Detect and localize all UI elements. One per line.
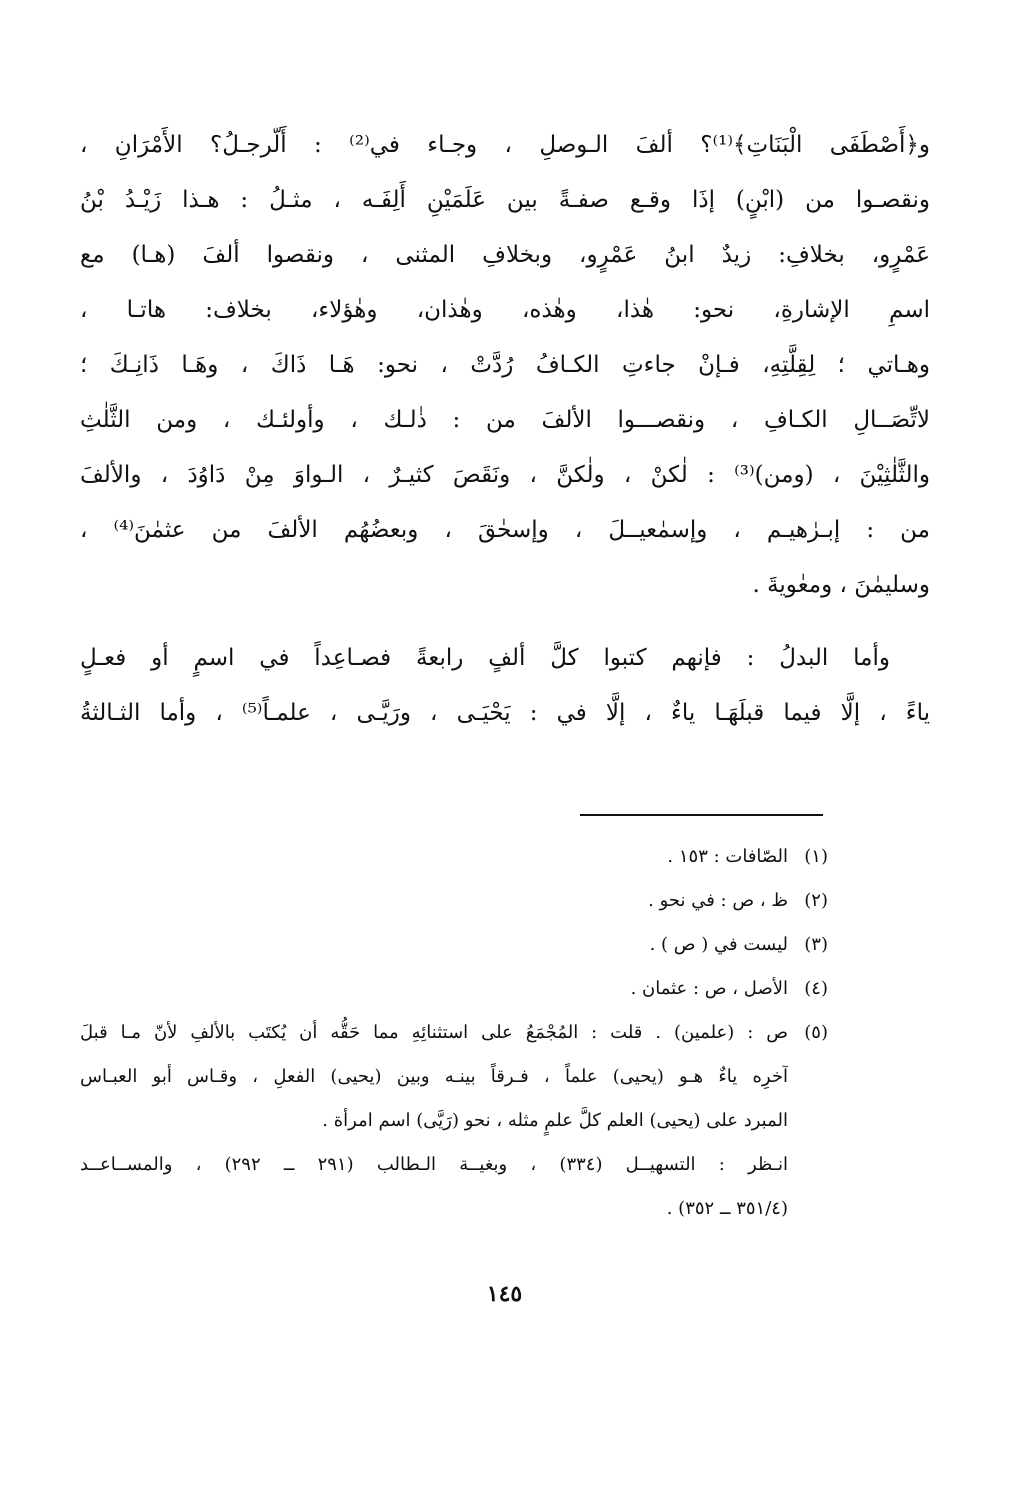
paragraph-gap	[80, 613, 930, 631]
footnote	[80, 835, 828, 879]
footnote-number: (٥)	[804, 1022, 828, 1043]
footnote	[80, 879, 828, 923]
footnote-text: ص : (علمين) . قلت : المُجْمَعُ على استثنائِهِ مما حَقُّه أن يُكتَب بالألفِ لأنّ مـا قبلَ	[80, 1022, 788, 1043]
footnote-text: الصّافات : ١٥٣ .	[667, 846, 788, 867]
footnote-number: (٢)	[804, 890, 828, 911]
main-text	[80, 118, 930, 741]
footnote-text: انـظر : التسهيــل (٣٣٤) ، وبغيــة الـطالب (٢٩١ ــ ٢٩٢) ، والمســاعــد	[80, 1154, 788, 1175]
footnote-number: (٤)	[804, 978, 828, 999]
footnote-text: المبرد على (يحيى) العلم كلَّ علمٍ مثله ، نحو (رَيَّى) اسم امرأة .	[322, 1110, 788, 1131]
footnote	[80, 923, 828, 967]
text-line: والثَّلٰثِيْنَ ، (ومن)⁽³⁾ : لٰكنْ ، ولٰكنَّ ، ونَقَصَ كثيـرٌ ، الـواوَ مِنْ دَاوُدَ ، والألفَ	[80, 462, 930, 488]
page-number: ١٤٥	[486, 1281, 523, 1307]
footnote-separator	[580, 814, 823, 816]
footnote	[80, 1011, 828, 1231]
text-line: ياءً ، إلَّا فيما قبلَهَـا ياءٌ ، إلَّا في : يَحْيَـى ، ورَيَّـى ، علمـاً⁽⁵⁾ ، وأما الثـالثةُ	[80, 700, 930, 726]
text-line: من : إبـرٰهيـم ، وإسمٰعيــلَ ، وإسحٰقَ ، وبعضُهُم الألفَ من عثمٰنَ⁽⁴⁾ ،	[80, 517, 930, 543]
text-line: وهـاتي ؛ لِقِلَّتِهِ، فـإنْ جاءتِ الكـافُ رُدَّتْ ، نحو: هَـا ذَاكَ ، وهَـا ذَانِـكَ ؛	[80, 352, 930, 378]
text-line: ونقصـوا من (ابْنٍ) إذَا وقـع صفـةً بين عَلَمَيْنِ أَلِفَـه ، مثـلُ : هـذا زَيْـدُ بْنُ	[80, 187, 930, 213]
text-line: و﴿أَصْطَفَى الْبَنَاتِ﴾⁽¹⁾؟ ألفَ الـوصلِ ، وجـاء في⁽²⁾ : أَلّرجـلُ؟ الأَمْرَانِ ،	[80, 132, 930, 158]
footnote	[80, 967, 828, 1011]
footnote-number: (١)	[804, 846, 828, 867]
footnote-text: آخرِه ياءٌ هـو (يحيى) علماً ، فـرقاً بينـه وبين (يحيى) الفعلِ ، وقـاس أبو العبـاس	[80, 1066, 788, 1087]
text-line: اسمِ الإشارةِ، نحو: هٰذا، وهٰذه، وهٰذان، وهٰؤلاء، بخلاف: هاتـا ،	[80, 297, 930, 323]
text-line: عَمْرٍو، بخلافِ: زيدٌ ابنُ عَمْرٍو، وبخلافِ المثنى ، ونقصوا ألفَ (هـا) مع	[80, 242, 930, 268]
text-line: وسليمٰنَ ، ومعٰويةَ .	[752, 572, 930, 598]
footnote-text: ظ ، ص : في نحو .	[648, 890, 788, 911]
footnote-number: (٣)	[804, 934, 828, 955]
text-line: لاتِّصَــالِ الكـافِ ، ونقصـــوا الألفَ من : ذٰلـك ، وأولئـك ، ومن الثَّلٰثِ	[80, 407, 930, 433]
footnote-text: (٣٥١/٤ ــ ٣٥٢) .	[666, 1198, 788, 1219]
footnote-text: ليست في ( ص ) .	[649, 934, 788, 955]
text-line: وأما البدلُ : فإنهم كتبوا كلَّ ألفٍ رابعةً فصـاعِداً في اسمٍ أو فعـلٍ	[80, 645, 890, 671]
footnote-text: الأصل ، ص : عثمان .	[630, 978, 788, 999]
footnotes	[80, 835, 828, 1231]
